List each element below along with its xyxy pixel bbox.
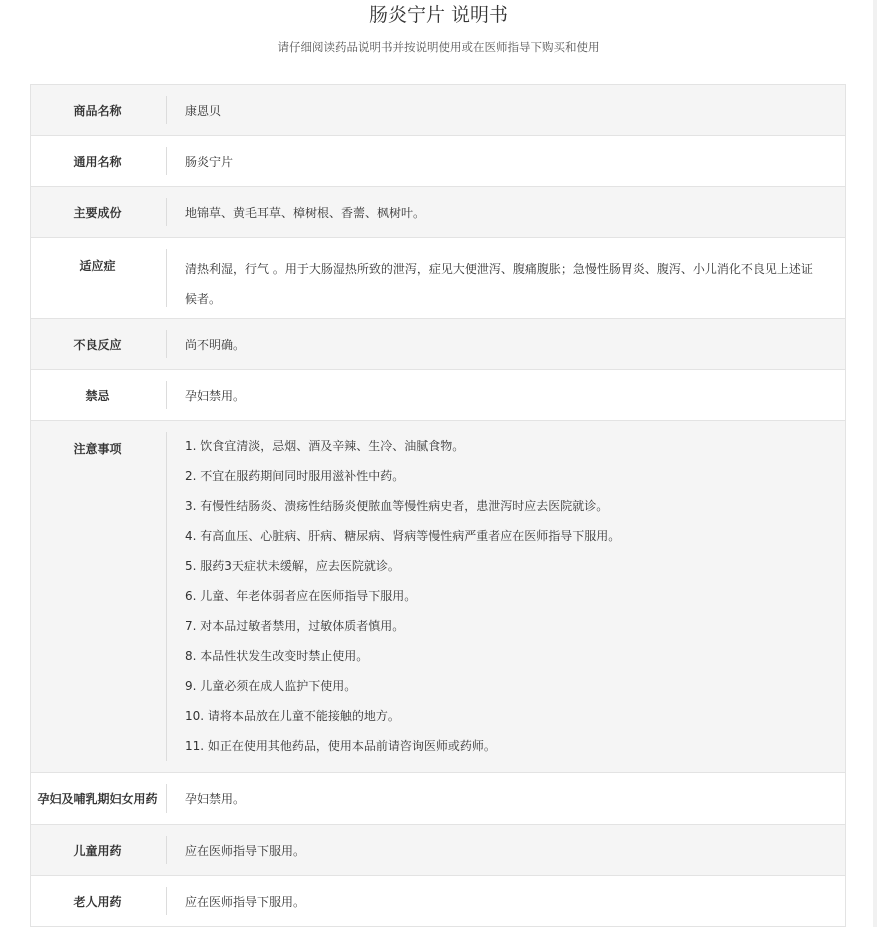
- row-precautions: [31, 421, 845, 773]
- list-item: 7. 对本品过敏者禁用，过敏体质者慎用。: [185, 619, 405, 633]
- row-value: 应在医师指导下服用。: [185, 843, 306, 858]
- row-ingredients: [31, 187, 845, 238]
- row-label: 注意事项: [73, 442, 122, 456]
- row-label: 孕妇及哺乳期妇女用药: [37, 792, 158, 806]
- row-label: 商品名称: [73, 103, 122, 118]
- row-generic-name: [31, 136, 845, 187]
- row-trade-name: [31, 85, 845, 136]
- list-item: 10. 请将本品放在儿童不能接触的地方。: [185, 709, 400, 723]
- row-value: 康恩贝: [185, 103, 222, 118]
- list-item: 6. 儿童、年老体弱者应在医师指导下服用。: [185, 589, 417, 603]
- page-title: 肠炎宁片 说明书: [368, 4, 509, 26]
- row-value: 孕妇禁用。: [185, 388, 246, 403]
- row-indications: [31, 238, 845, 319]
- instructions-table: [30, 84, 846, 927]
- row-adverse-reactions: [31, 319, 845, 370]
- list-item: 9. 儿童必须在成人监护下使用。: [185, 679, 357, 693]
- row-label: 不良反应: [73, 337, 122, 352]
- row-contraindications: [31, 370, 845, 421]
- row-label: 适应症: [79, 259, 116, 273]
- row-label: 老人用药: [73, 894, 122, 909]
- row-elderly-use: [31, 876, 845, 927]
- list-item: 1. 饮食宜清淡，忌烟、酒及辛辣、生冷、油腻食物。: [185, 439, 465, 453]
- row-value: 孕妇禁用。: [185, 792, 246, 806]
- row-value: 应在医师指导下服用。: [185, 894, 306, 909]
- header: [0, 0, 877, 55]
- page-subtitle: 请仔细阅读药品说明书并按说明使用或在医师指导下购买和使用: [277, 40, 600, 54]
- list-item: 5. 服药3天症状未缓解，应去医院就诊。: [185, 559, 400, 573]
- scrollbar[interactable]: [873, 0, 877, 927]
- row-label: 儿童用药: [73, 843, 122, 858]
- row-label: 通用名称: [73, 154, 122, 169]
- row-value: 肠炎宁片: [185, 154, 234, 169]
- precautions-list: [167, 421, 845, 772]
- list-item: 3. 有慢性结肠炎、溃疡性结肠炎便脓血等慢性病史者，患泄泻时应去医院就诊。: [185, 499, 609, 513]
- row-pregnancy: [31, 773, 845, 825]
- row-value: 尚不明确。: [185, 337, 246, 352]
- row-value: 地锦草、黄毛耳草、樟树根、香薷、枫树叶。: [185, 205, 426, 220]
- row-label: 主要成份: [73, 205, 122, 220]
- list-item: 8. 本品性状发生改变时禁止使用。: [185, 649, 369, 663]
- row-value: 清热利湿，行气 。用于大肠湿热所致的泄泻，症见大便泄泻、腹痛腹胀；急慢性肠胃炎、腹泻、小儿消化不良见上述证候者。: [185, 262, 813, 306]
- list-item: 2. 不宜在服药期间同时服用滋补性中药。: [185, 469, 405, 483]
- row-children-use: [31, 825, 845, 876]
- row-label: 禁忌: [85, 388, 110, 403]
- list-item: 11. 如正在使用其他药品，使用本品前请咨询医师或药师。: [185, 739, 496, 753]
- list-item: 4. 有高血压、心脏病、肝病、糖尿病、肾病等慢性病严重者应在医师指导下服用。: [185, 529, 621, 543]
